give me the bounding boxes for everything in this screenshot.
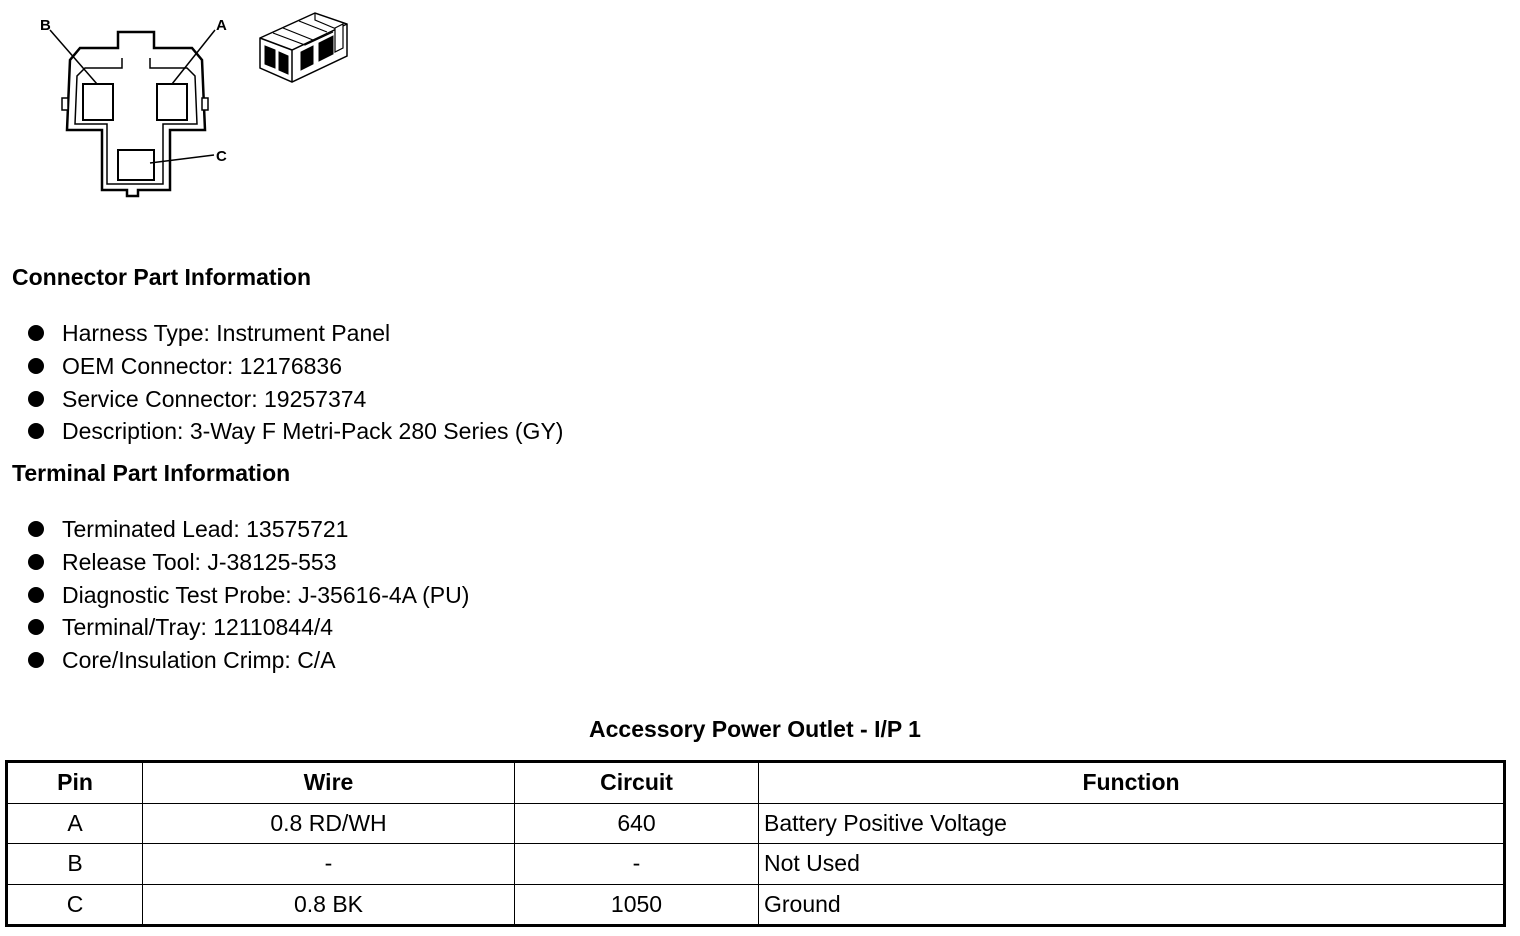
connector-info-list <box>28 317 563 448</box>
bullet-icon <box>28 619 44 635</box>
connector-face-diagram <box>30 8 240 203</box>
cell-wire: 0.8 RD/WH <box>143 803 515 844</box>
cell-wire: 0.8 BK <box>143 884 515 926</box>
list-item-text: OEM Connector: 12176836 <box>62 352 343 379</box>
list-item <box>28 415 563 448</box>
bullet-icon <box>28 521 44 537</box>
list-item <box>28 383 563 416</box>
bullet-icon <box>28 587 44 603</box>
bullet-icon <box>28 325 44 341</box>
list-item-text: Service Connector: 19257374 <box>62 385 367 412</box>
list-item-text: Description: 3-Way F Metri-Pack 280 Series (GY) <box>62 418 564 445</box>
list-item-text: Diagnostic Test Probe: J-35616-4A (PU) <box>62 581 470 608</box>
pin-label-a: A <box>216 17 227 34</box>
list-item-text: Release Tool: J-38125-553 <box>62 548 337 575</box>
bullet-icon <box>28 391 44 407</box>
cell-circuit: 1050 <box>515 884 759 926</box>
list-item-text: Harness Type: Instrument Panel <box>62 320 391 346</box>
table-header-row <box>7 762 1505 804</box>
list-item-text: Terminated Lead: 13575721 <box>62 516 349 542</box>
cavity-b <box>83 84 113 120</box>
pin-label-b: B <box>40 17 51 34</box>
header-function: Function <box>759 762 1505 804</box>
table-row <box>7 884 1505 926</box>
cell-function: Battery Positive Voltage <box>759 803 1505 844</box>
list-item-text: Core/Insulation Crimp: C/A <box>62 647 336 674</box>
list-item <box>28 611 469 644</box>
table-title: Accessory Power Outlet - I/P 1 <box>589 716 921 742</box>
table-row <box>7 803 1505 844</box>
list-item <box>28 317 563 350</box>
cell-pin: A <box>7 803 143 844</box>
connector-isometric-thumbnail <box>255 8 355 88</box>
pin-label-c: C <box>216 148 227 165</box>
thumbnail-latch <box>335 24 343 52</box>
cell-circuit: 640 <box>515 803 759 844</box>
pinout-table <box>5 760 1506 927</box>
list-item <box>28 644 469 677</box>
bullet-icon <box>28 423 44 439</box>
cavity-a <box>157 84 187 120</box>
list-item-text: Terminal/Tray: 12110844/4 <box>62 614 334 641</box>
list-item <box>28 579 469 612</box>
cell-function: Not Used <box>759 844 1505 885</box>
terminal-info-heading: Terminal Part Information <box>12 460 291 486</box>
cell-wire: - <box>143 844 515 885</box>
header-circuit: Circuit <box>515 762 759 804</box>
header-wire: Wire <box>143 762 515 804</box>
list-item <box>28 546 469 579</box>
cell-pin: C <box>7 884 143 926</box>
bullet-icon <box>28 652 44 668</box>
side-tab-left <box>62 98 68 110</box>
list-item <box>28 350 563 383</box>
cell-pin: B <box>7 844 143 885</box>
cell-circuit: - <box>515 844 759 885</box>
terminal-info-list <box>28 513 469 677</box>
bullet-icon <box>28 554 44 570</box>
side-tab-right <box>202 98 208 110</box>
cell-function: Ground <box>759 884 1505 926</box>
connector-info-heading: Connector Part Information <box>12 264 312 290</box>
header-pin: Pin <box>7 762 143 804</box>
list-item <box>28 513 469 546</box>
bullet-icon <box>28 358 44 374</box>
table-row <box>7 844 1505 885</box>
cavity-c <box>118 150 154 180</box>
